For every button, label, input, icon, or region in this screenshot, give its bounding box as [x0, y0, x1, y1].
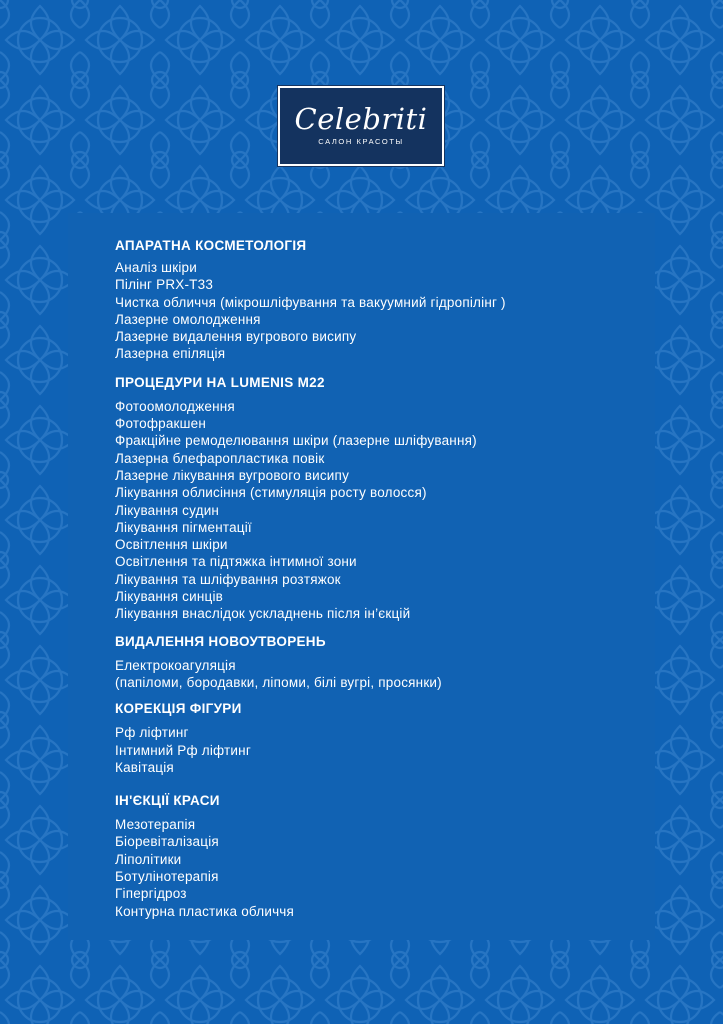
service-item: Освітлення та підтяжка інтимної зони [115, 554, 357, 570]
service-item: Ботулінотерапія [115, 869, 219, 885]
service-item: Контурна пластика обличчя [115, 903, 295, 919]
service-item: Фотофракшен [115, 416, 207, 432]
service-item: Біоревіталізація [115, 834, 219, 850]
service-item: Пілінг PRX-T33 [115, 277, 214, 293]
service-item: Гіпергідроз [115, 886, 187, 902]
section-lumenis-procedures [115, 374, 635, 623]
service-item: Лазерна блефаропластика повік [115, 450, 325, 466]
section-title: ВИДАЛЕННЯ НОВОУТВОРЕНЬ [115, 633, 326, 649]
logo-subtitle: САЛОН КРАСОТЫ [318, 137, 404, 146]
section-neoplasm-removal [115, 633, 635, 692]
service-item: Фотоомолодження [115, 398, 235, 414]
section-title: КОРЕКЦІЯ ФІГУРИ [115, 701, 242, 717]
service-item: Лікування облисіння (стимуляція росту волосся) [115, 485, 427, 501]
service-item: Лікування пігментації [115, 519, 252, 535]
section-beauty-injections [115, 792, 635, 920]
service-item: Електрокоагуляція [115, 657, 236, 673]
service-item: Лазерне видалення вугрового висипу [115, 329, 357, 345]
section-body-correction [115, 700, 635, 776]
service-item: Лікування судин [115, 502, 220, 518]
service-item: Рф ліфтинг [115, 725, 189, 741]
section-title: ІН'ЄКЦІЇ КРАСИ [115, 793, 220, 809]
service-item: Лікування внаслідок ускладнень після ін’єкцій [115, 606, 411, 622]
service-item: Фракційне ремоделювання шкіри (лазерне шліфування) [115, 433, 477, 449]
service-item: Ліполітики [115, 851, 182, 867]
section-items [115, 724, 635, 776]
section-title: ПРОЦЕДУРИ НА LUMENIS M22 [115, 374, 325, 390]
services-list [115, 237, 635, 920]
service-item: Аналіз шкіри [115, 260, 197, 275]
service-item: Чистка обличчя (мікрошліфування та вакуумний гідропілінг ) [115, 294, 506, 310]
section-hardware-cosmetology [115, 237, 635, 363]
service-item: Мезотерапія [115, 817, 196, 833]
service-item: Лікування синців [115, 589, 224, 605]
logo-wordmark: Celebriti [294, 102, 428, 136]
service-item: Лазерна епіляція [115, 346, 226, 362]
service-item: Кавітація [115, 759, 174, 775]
service-item: Лазерне омолодження [115, 311, 261, 327]
service-item: (папіломи, бородавки, ліпоми, білі вугрі, просянки) [115, 674, 442, 690]
section-items [115, 816, 635, 920]
service-item: Освітлення шкіри [115, 537, 228, 553]
section-items [115, 398, 635, 623]
brand-logo [278, 86, 444, 166]
section-items [115, 259, 635, 363]
section-title: АПАРАТНА КОСМЕТОЛОГІЯ [115, 238, 307, 253]
service-item: Інтимний Рф ліфтинг [115, 742, 251, 758]
service-item: Лазерне лікування вугрового висипу [115, 467, 350, 483]
service-item: Лікування та шліфування розтяжок [115, 571, 341, 587]
section-items [115, 657, 635, 692]
